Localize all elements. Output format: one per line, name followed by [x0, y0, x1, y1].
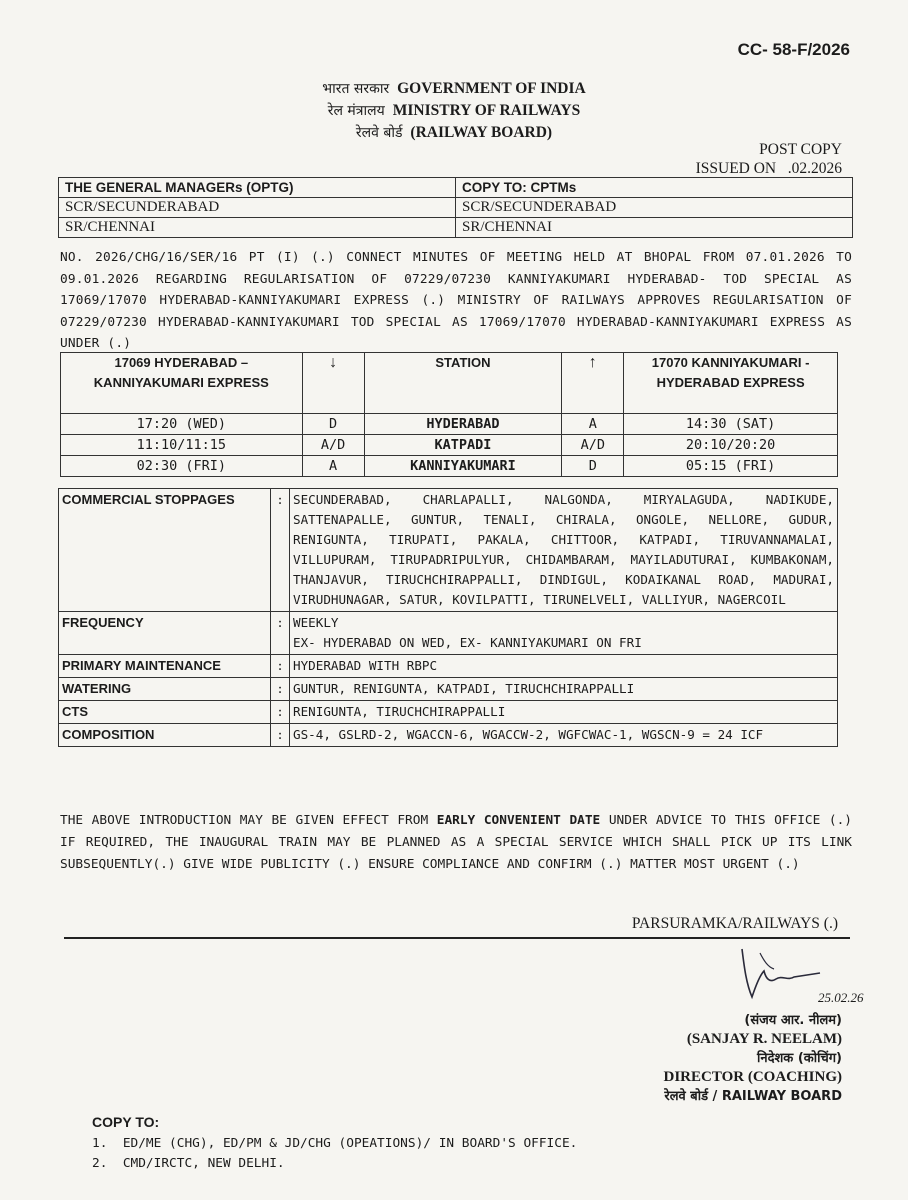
watering-label: WATERING: [59, 678, 271, 701]
signatory-block: [664, 1011, 842, 1106]
addressee-header-row: [59, 178, 853, 198]
signatory-name: (SANJAY R. NEELAM): [686, 1031, 842, 1047]
copy-to-list: [92, 1134, 577, 1174]
colon-separator: :: [271, 489, 290, 612]
ministry-hindi: रेल मंत्रालय: [327, 103, 385, 119]
government-english: GOVERNMENT OF INDIA: [397, 80, 586, 97]
signatory-name-hindi: (संजय आर. नीलम): [744, 1013, 842, 1028]
copy-to-label: COPY TO:: [92, 1114, 160, 1130]
up-time: 20:10/20:20: [624, 435, 838, 456]
post-copy-label: POST COPY: [759, 141, 842, 158]
to-addressee: SCR/SECUNDERABAD: [59, 198, 456, 218]
frequency-line: WEEKLY: [293, 615, 339, 630]
up-time: 05:15 (FRI): [624, 456, 838, 477]
up-time: 14:30 (SAT): [624, 414, 838, 435]
up-code: A: [562, 414, 624, 435]
list-item: 1. ED/ME (CHG), ED/PM & JD/CHG (OPEATIONS)/ IN BOARD'S OFFICE.: [92, 1136, 578, 1151]
list-item: 2. CMD/IRCTC, NEW DELHI.: [92, 1156, 285, 1171]
closing-text-start: THE ABOVE INTRODUCTION MAY BE GIVEN EFFECT FROM: [60, 813, 437, 828]
table-row: [59, 701, 838, 724]
watering-value: GUNTUR, RENIGUNTA, KATPADI, TIRUCHCHIRAPPALLI: [290, 678, 838, 701]
composition-label: COMPOSITION: [59, 724, 271, 747]
government-hindi: भारत सरकार: [322, 81, 390, 97]
down-code: A/D: [302, 435, 364, 456]
station-name: KANNIYAKUMARI: [364, 456, 562, 477]
intro-paragraph: NO. 2026/CHG/16/SER/16 PT (I) (.) CONNECT MINUTES OF MEETING HELD AT BHOPAL FROM 07.01.2026 TO 09.01.2026 REGARDING REGULARISATION OF 07229/07230 KANNIYAKUMARI HYDERABAD- TOD SPECIAL AS 17069/17070 HYDERABAD-KANNIYAKUMARI EXPRESS (.) MINISTRY OF RAILWAYS APPROVES REGULARISATION OF 07229/07230 HYDERABAD-KANNIYAKUMARI TOD SPECIAL AS 17069/17070 HYDERABAD-KANNIYAKUMARI EXPRESS AS UNDER (.): [60, 250, 852, 351]
signatory-title-hindi: निदेशक (कोचिंग): [756, 1051, 842, 1066]
up-train-header: 17070 KANNIYAKUMARI - HYDERABAD EXPRESS: [624, 353, 838, 414]
down-arrow-icon: ↓: [302, 353, 364, 414]
frequency-value: [290, 612, 838, 655]
timing-header-row: [61, 353, 838, 414]
addressee-table: [58, 177, 853, 238]
letterhead-line-ministry: [0, 100, 908, 122]
copy-addressee: SCR/SECUNDERABAD: [456, 198, 853, 218]
signatory-title: DIRECTOR (COACHING): [663, 1069, 842, 1085]
copy-header: COPY TO: CPTMs: [456, 178, 853, 198]
to-addressee: SR/CHENNAI: [59, 218, 456, 238]
up-code: A/D: [562, 435, 624, 456]
up-arrow-icon: ↑: [562, 353, 624, 414]
table-row: [59, 198, 853, 218]
station-name: HYDERABAD: [364, 414, 562, 435]
board-english: (RAILWAY BOARD): [410, 124, 553, 141]
colon-separator: :: [271, 701, 290, 724]
down-code: D: [302, 414, 364, 435]
to-header: THE GENERAL MANAGERs (OPTG): [59, 178, 456, 198]
timing-table: [60, 352, 838, 477]
ministry-english: MINISTRY OF RAILWAYS: [392, 102, 581, 119]
table-row: [59, 218, 853, 238]
composition-value: GS-4, GSLRD-2, WGACCN-6, WGACCW-2, WGFCWAC-1, WGSCN-9 = 24 ICF: [290, 724, 838, 747]
down-code: A: [302, 456, 364, 477]
letterhead-line-government: [0, 78, 908, 100]
frequency-label: FREQUENCY: [59, 612, 271, 655]
divider: [64, 937, 850, 939]
down-train-header: 17069 HYDERABAD – KANNIYAKUMARI EXPRESS: [61, 353, 303, 414]
maintenance-value: HYDERABAD WITH RBPC: [290, 655, 838, 678]
colon-separator: :: [271, 612, 290, 655]
sender-line: PARSURAMKA/RAILWAYS (.): [631, 915, 838, 932]
station-header: STATION: [364, 353, 562, 414]
table-row: [61, 414, 838, 435]
colon-separator: :: [271, 724, 290, 747]
closing-paragraph: [60, 810, 852, 876]
closing-emphasis: EARLY CONVENIENT DATE: [436, 813, 601, 828]
stoppages-label: COMMERCIAL STOPPAGES: [59, 489, 271, 612]
table-row: [59, 489, 838, 612]
down-time: 02:30 (FRI): [61, 456, 303, 477]
issued-on-label: ISSUED ON .02.2026: [695, 160, 842, 177]
colon-separator: :: [271, 655, 290, 678]
down-time: 11:10/11:15: [61, 435, 303, 456]
reference-number: CC- 58-F/2026: [737, 40, 850, 59]
stoppages-value: SECUNDERABAD, CHARLAPALLI, NALGONDA, MIRYALAGUDA, NADIKUDE, SATTENAPALLE, GUNTUR, TENALI, CHIRALA, ONGOLE, NELLORE, GUDUR, RENIGUNTA, TIRUPATI, PAKALA, CHITTOOR, KATPADI, TIRUVANNAMALAI, VILLUPURAM, TIRUPADRIPULYUR, CHIDAMBARAM, MAYILADUTURAI, KUMBAKONAM, THANJAVUR, TIRUCHCHIRAPPALLI, DINDIGUL, KODAIKANAL ROAD, MADURAI, VIRUDHUNAGAR, SATUR, KOVILPATTI, TIRUNELVELI, VALLIYUR, NAGERCOIL: [290, 489, 838, 612]
table-row: [61, 456, 838, 477]
table-row: [59, 612, 838, 655]
letterhead: [0, 78, 908, 144]
copy-addressee: SR/CHENNAI: [456, 218, 853, 238]
post-copy-block: [696, 140, 842, 178]
table-row: [59, 724, 838, 747]
maintenance-label: PRIMARY MAINTENANCE: [59, 655, 271, 678]
signature-date: 25.02.26: [818, 990, 864, 1005]
board-hindi: रेलवे बोर्ड: [355, 125, 403, 141]
down-time: 17:20 (WED): [61, 414, 303, 435]
station-name: KATPADI: [364, 435, 562, 456]
frequency-line: EX- HYDERABAD ON WED, EX- KANNIYAKUMARI ON FRI: [293, 635, 642, 650]
table-row: [59, 678, 838, 701]
details-table: [58, 488, 838, 747]
cts-value: RENIGUNTA, TIRUCHCHIRAPPALLI: [290, 701, 838, 724]
signatory-organisation: रेलवे बोर्ड / RAILWAY BOARD: [664, 1089, 842, 1104]
cts-label: CTS: [59, 701, 271, 724]
table-row: [61, 435, 838, 456]
colon-separator: :: [271, 678, 290, 701]
table-row: [59, 655, 838, 678]
up-code: D: [562, 456, 624, 477]
closing-text-end: UNDER ADVICE TO THIS OFFICE (.) IF REQUIRED, THE INAUGURAL TRAIN MAY BE PLANNED AS A SPECIAL SERVICE WHICH SHALL PICK UP ITS LINK SUBSEQUENTLY(.) GIVE WIDE PUBLICITY (.) ENSURE COMPLIANCE AND CONFIRM (.) MATTER MOST URGENT (.): [60, 813, 852, 872]
